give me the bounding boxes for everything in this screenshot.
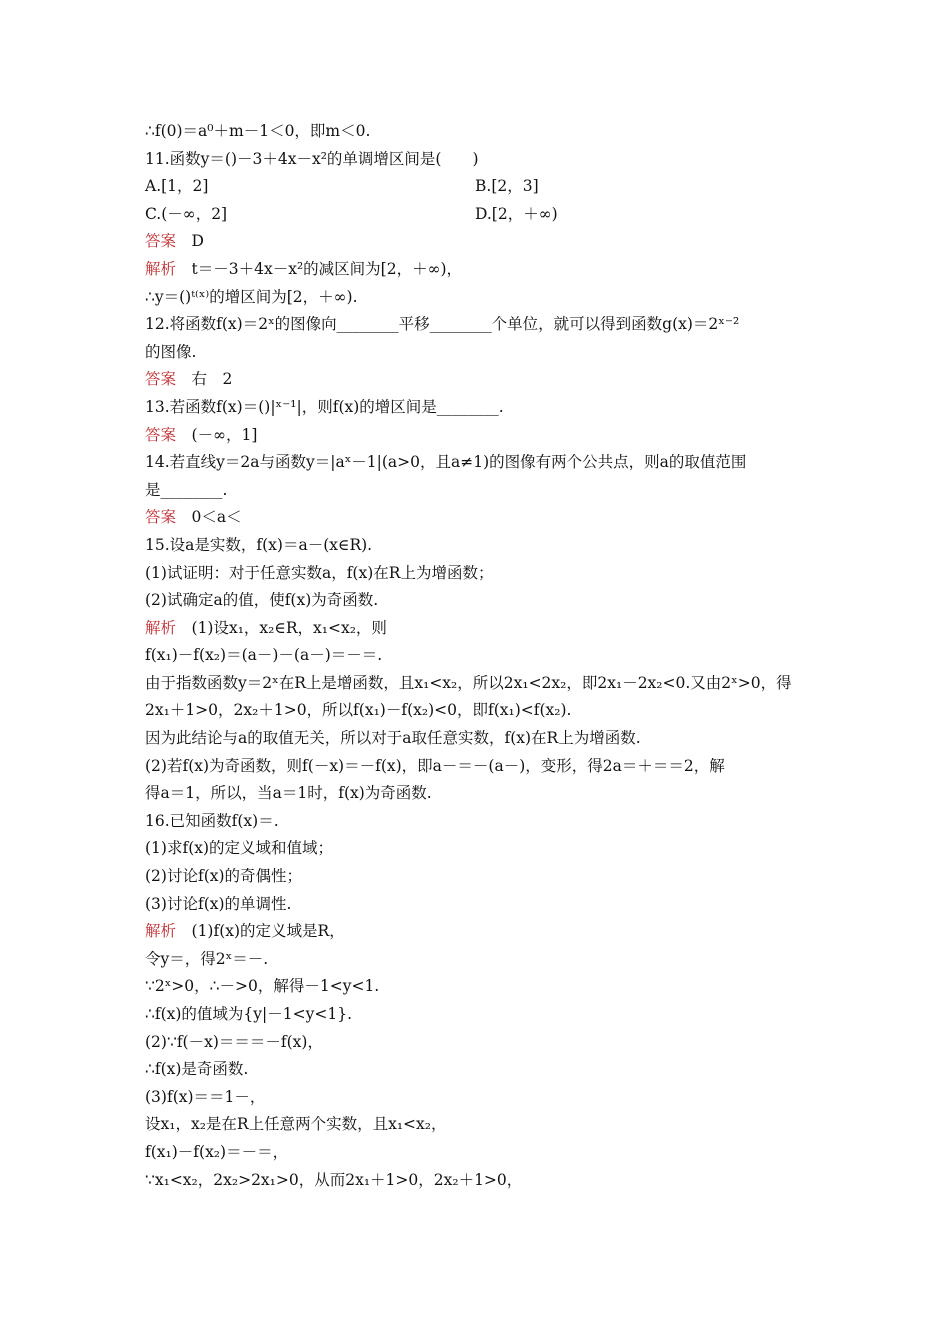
text-line: (3)讨论f(x)的单调性. xyxy=(145,894,292,913)
text-line: 13.若函数f(x)＝()|ˣ⁻¹|，则f(x)的增区间是________. xyxy=(145,397,504,416)
line-text: (－∞，1] xyxy=(176,425,258,444)
line-text: t＝－3＋4x－x²的减区间为[2，＋∞)， xyxy=(176,259,463,278)
text-line: (3)f(x)＝＝1－， xyxy=(145,1087,266,1106)
labeled-line xyxy=(145,422,810,450)
answer-options-row xyxy=(145,201,810,229)
line-text: D xyxy=(176,232,204,251)
answer-label: 解析 xyxy=(145,259,177,278)
line-text: 0＜a＜ xyxy=(176,508,242,527)
labeled-line xyxy=(145,918,810,946)
option-right: B.[2，3] xyxy=(475,177,539,196)
text-line: 由于指数函数y＝2ˣ在R上是增函数，且x₁<x₂，所以2x₁<2x₂，即2x₁－2x₂<0.又由2ˣ>0，得 xyxy=(145,673,792,692)
answer-label: 解析 xyxy=(145,618,177,637)
text-line: 因为此结论与a的取值无关，所以对于a取任意实数，f(x)在R上为增函数. xyxy=(145,729,641,748)
option-left: C.(－∞，2] xyxy=(145,204,228,223)
text-line: 11.函数y＝()－3＋4x－x²的单调增区间是( ) xyxy=(145,149,479,168)
text-line: ∵x₁<x₂，2x₂>2x₁>0，从而2x₁＋1>0，2x₂＋1>0， xyxy=(145,1170,523,1189)
labeled-line xyxy=(145,366,810,394)
answer-options-row xyxy=(145,173,810,201)
document-page xyxy=(145,118,810,1194)
labeled-line xyxy=(145,256,810,284)
text-line: ∴f(0)＝a⁰＋m－1＜0，即m＜0. xyxy=(145,122,371,140)
text-line: (2)试确定a的值，使f(x)为奇函数. xyxy=(145,591,379,610)
text-line: (1)试证明：对于任意实数a，f(x)在R上为增函数； xyxy=(145,563,494,582)
labeled-line xyxy=(145,615,810,643)
text-line: (1)求f(x)的定义域和值域； xyxy=(145,839,334,858)
text-line: ∴f(x)的值域为{y|－1<y<1}. xyxy=(145,1005,353,1023)
text-line: (2)若f(x)为奇函数，则f(－x)＝－f(x)，即a－＝－(a－)，变形，得2a＝＋＝＝2，解 xyxy=(145,756,725,775)
answer-label: 答案 xyxy=(145,425,177,444)
text-line: 设x₁，x₂是在R上任意两个实数，且x₁<x₂， xyxy=(145,1115,447,1134)
text-line: 12.将函数f(x)＝2ˣ的图像向________平移________个单位，就可以得到函数g(x)＝2ˣ⁻² xyxy=(145,315,740,334)
line-text: 右 2 xyxy=(176,370,233,389)
text-line: 令y＝，得2ˣ＝－. xyxy=(145,949,269,968)
answer-label: 解析 xyxy=(145,922,177,941)
text-line: f(x₁)－f(x₂)＝(a－)－(a－)＝－＝. xyxy=(145,646,383,665)
text-line: ∵2ˣ>0，∴－>0，解得－1<y<1. xyxy=(145,977,380,996)
text-line: 的图像. xyxy=(145,342,197,361)
labeled-line xyxy=(145,504,810,532)
text-line: ∴f(x)是奇函数. xyxy=(145,1060,249,1079)
text-line: 得a＝1，所以，当a＝1时，f(x)为奇函数. xyxy=(145,784,432,803)
text-line: 是________. xyxy=(145,480,228,499)
text-line: (2)∵f(－x)＝＝＝－f(x)， xyxy=(145,1032,323,1051)
answer-label: 答案 xyxy=(145,508,177,527)
text-line: f(x₁)－f(x₂)＝－＝， xyxy=(145,1142,289,1161)
text-line: 14.若直线y＝2a与函数y＝|aˣ－1|(a>0，且a≠1)的图像有两个公共点，则a的取值范围 xyxy=(145,453,747,472)
text-line: 15.设a是实数，f(x)＝a－(x∈R). xyxy=(145,535,373,554)
answer-label: 答案 xyxy=(145,370,177,389)
labeled-line xyxy=(145,228,810,256)
line-text: (1)f(x)的定义域是R， xyxy=(176,922,345,941)
answer-label: 答案 xyxy=(145,232,177,251)
text-line: 2x₁＋1>0，2x₂＋1>0，所以f(x₁)－f(x₂)<0，即f(x₁)<f(x₂). xyxy=(145,701,572,720)
text-line: 16.已知函数f(x)＝. xyxy=(145,811,279,830)
text-line: (2)讨论f(x)的奇偶性； xyxy=(145,867,303,886)
option-right: D.[2，＋∞) xyxy=(475,204,558,223)
text-line: ∴y＝()ᵗ⁽ˣ⁾的增区间为[2，＋∞). xyxy=(145,287,358,306)
line-text: (1)设x₁，x₂∈R，x₁<x₂，则 xyxy=(176,618,387,637)
option-left: A.[1，2] xyxy=(145,177,209,196)
